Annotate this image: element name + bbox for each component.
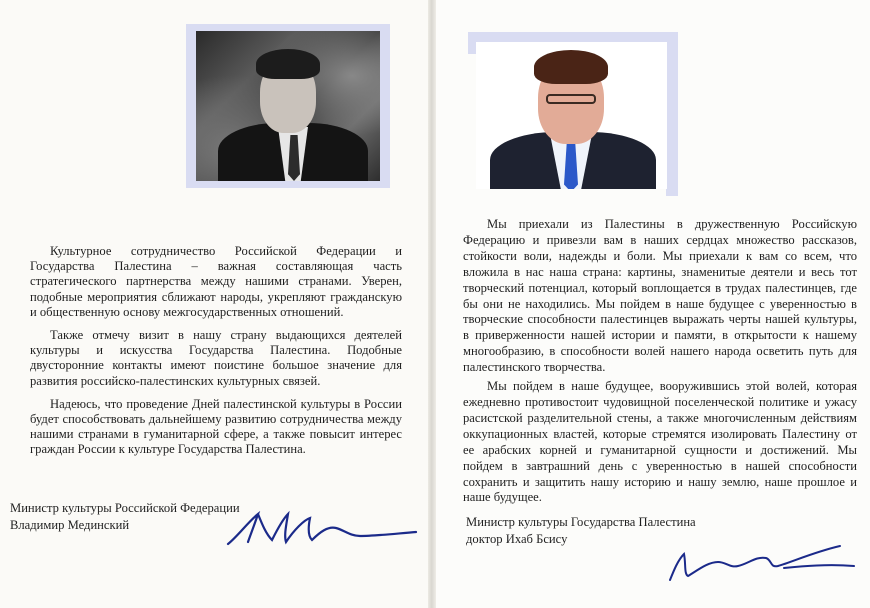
right-paragraph: Мы пойдем в наше будущее, вооружившись этой волей, которая ежедневно противостоит чудовищной поселенческой политике и ужасу расистской разделительной стены, а также многочисленным действиям оккупационных властей, которые стремятся изолировать Палестину от ее арабских корней и гуманитарной сущности и достижений. Мы пойдем в завтрашний день с уверенностью в нашей способности сохранить и защитить нашу историю и нашу землю, наше прошлое и наше будущее. [463, 379, 857, 505]
signature-left [224, 506, 420, 550]
photo-frame-right-side [666, 42, 678, 196]
signatory-name-left: Владимир Мединский [10, 518, 130, 532]
right-paragraph: Мы приехали из Палестины в дружественную Российскую Федерацию и привезли вам в наших сердцах множество рассказов, стойкости воли, надежды и боли. Мы приехали к вам со всем, что вложила в нас наша страна: картины, знаменитые деятели и весь тот творческий потенциал, который воплощается в трудах палестинцев, где бы они не находились. Мы пойдем в наше будущее с уверенностью в творческие способности палестинцев выражать черты нашей культуры, в приверженности нашей истории и памяти, в открытости к нашему многообразию, в способности волей нашего народа осветить путь для палестинского творчества. [463, 217, 857, 375]
page-fold [428, 0, 436, 608]
signatory-title-left: Министр культуры Российской Федерации [10, 501, 240, 515]
signatory-name-right: доктор Ихаб Бсису [466, 532, 568, 546]
portrait-photo-right [476, 42, 667, 189]
portrait-photo-left [196, 31, 380, 181]
left-paragraph: Надеюсь, что проведение Дней палестинской культуры в России будет способствовать дальнейшему развитию сотрудничества между нашими странами в гуманитарной сфере, а также повысит интерес граждан России к культуре Государства Палестина. [30, 396, 402, 457]
signature-block-left [10, 500, 240, 534]
left-message [30, 244, 402, 466]
signature-right [664, 536, 860, 586]
signatory-title-right: Министр культуры Государства Палестина [466, 515, 696, 529]
glasses-icon [546, 94, 596, 104]
signature-block-right [466, 514, 696, 548]
left-paragraph: Культурное сотрудничество Российской Федерации и Государства Палестина – важная составляющая часть стратегического партнерства между нашими странами. Уверен, подобные мероприятия сближают народы, укрепляют гражданскую и общественную основу межгосударственных отношений. [30, 244, 402, 319]
right-message [463, 217, 857, 509]
left-paragraph: Также отмечу визит в нашу страну выдающихся деятелей культуры и искусства Государства Палестина. Подобные двусторонние контакты имеют поистине большое значение для развития российско-палестинских культурных связей. [30, 328, 402, 388]
